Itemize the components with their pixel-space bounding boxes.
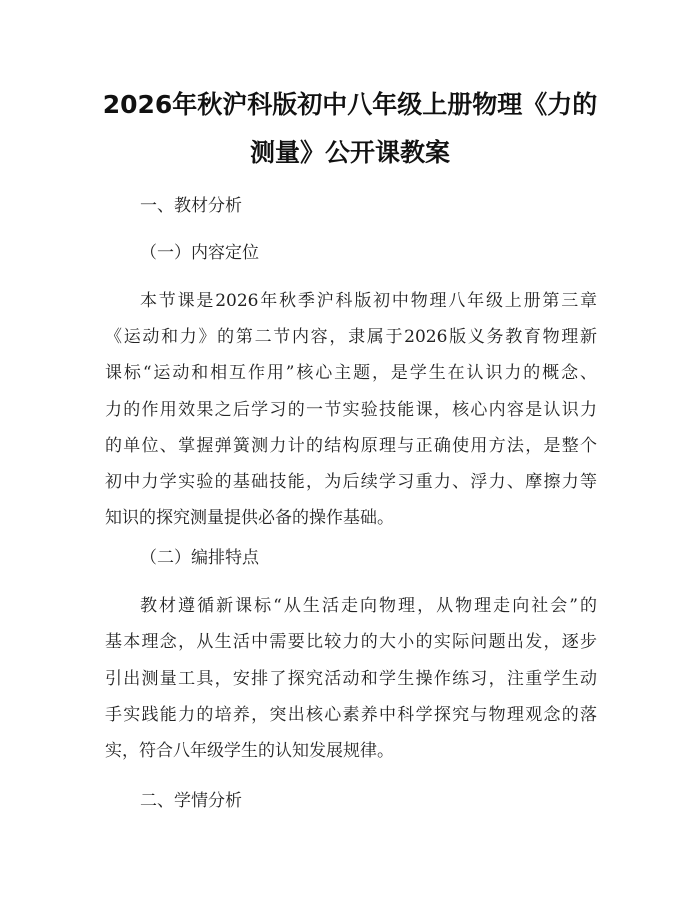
subsection-heading-layout-features: （二）编排特点 <box>140 548 259 568</box>
document-title-line-1: 2026年秋沪科版初中八年级上册物理《力的 <box>102 90 598 119</box>
paragraph-2-line: 手实践能力的培养，突出核心素养中科学探究与物理观念的落 <box>105 705 597 725</box>
paragraph-2-line: 教材遵循新课标“从生活走向物理，从物理走向社会”的 <box>140 596 597 616</box>
paragraph-2-line: 基本理念，从生活中需要比较力的大小的实际问题出发，逐步 <box>105 632 597 652</box>
paragraph-1-line: 课标“运动和相互作用”核心主题，是学生在认识力的概念、 <box>105 363 597 383</box>
paragraph-1-line: 本节课是2026年秋季沪科版初中物理八年级上册第三章 <box>140 291 597 311</box>
section-heading-student-analysis: 二、学情分析 <box>140 791 242 811</box>
paragraph-1-line: 初中力学实验的基础技能，为后续学习重力、浮力、摩擦力等 <box>105 472 597 492</box>
document-title-line-2: 测量》公开课教案 <box>249 138 450 167</box>
paragraph-1-line: 知识的探究测量提供必备的操作基础。 <box>105 508 394 528</box>
section-heading-textbook-analysis: 一、教材分析 <box>140 196 242 216</box>
paragraph-1-line: 的单位、掌握弹簧测力计的结构原理与正确使用方法，是整个 <box>105 436 597 456</box>
paragraph-1-line: 力的作用效果之后学习的一节实验技能课，核心内容是认识力 <box>105 400 597 420</box>
paragraph-2-line: 实，符合八年级学生的认知发展规律。 <box>105 741 394 761</box>
paragraph-1-line: 《运动和力》的第二节内容，隶属于2026版义务教育物理新 <box>105 327 597 347</box>
subsection-heading-content-positioning: （一）内容定位 <box>140 243 259 263</box>
paragraph-2-line: 引出测量工具，安排了探究活动和学生操作练习，注重学生动 <box>105 669 597 689</box>
